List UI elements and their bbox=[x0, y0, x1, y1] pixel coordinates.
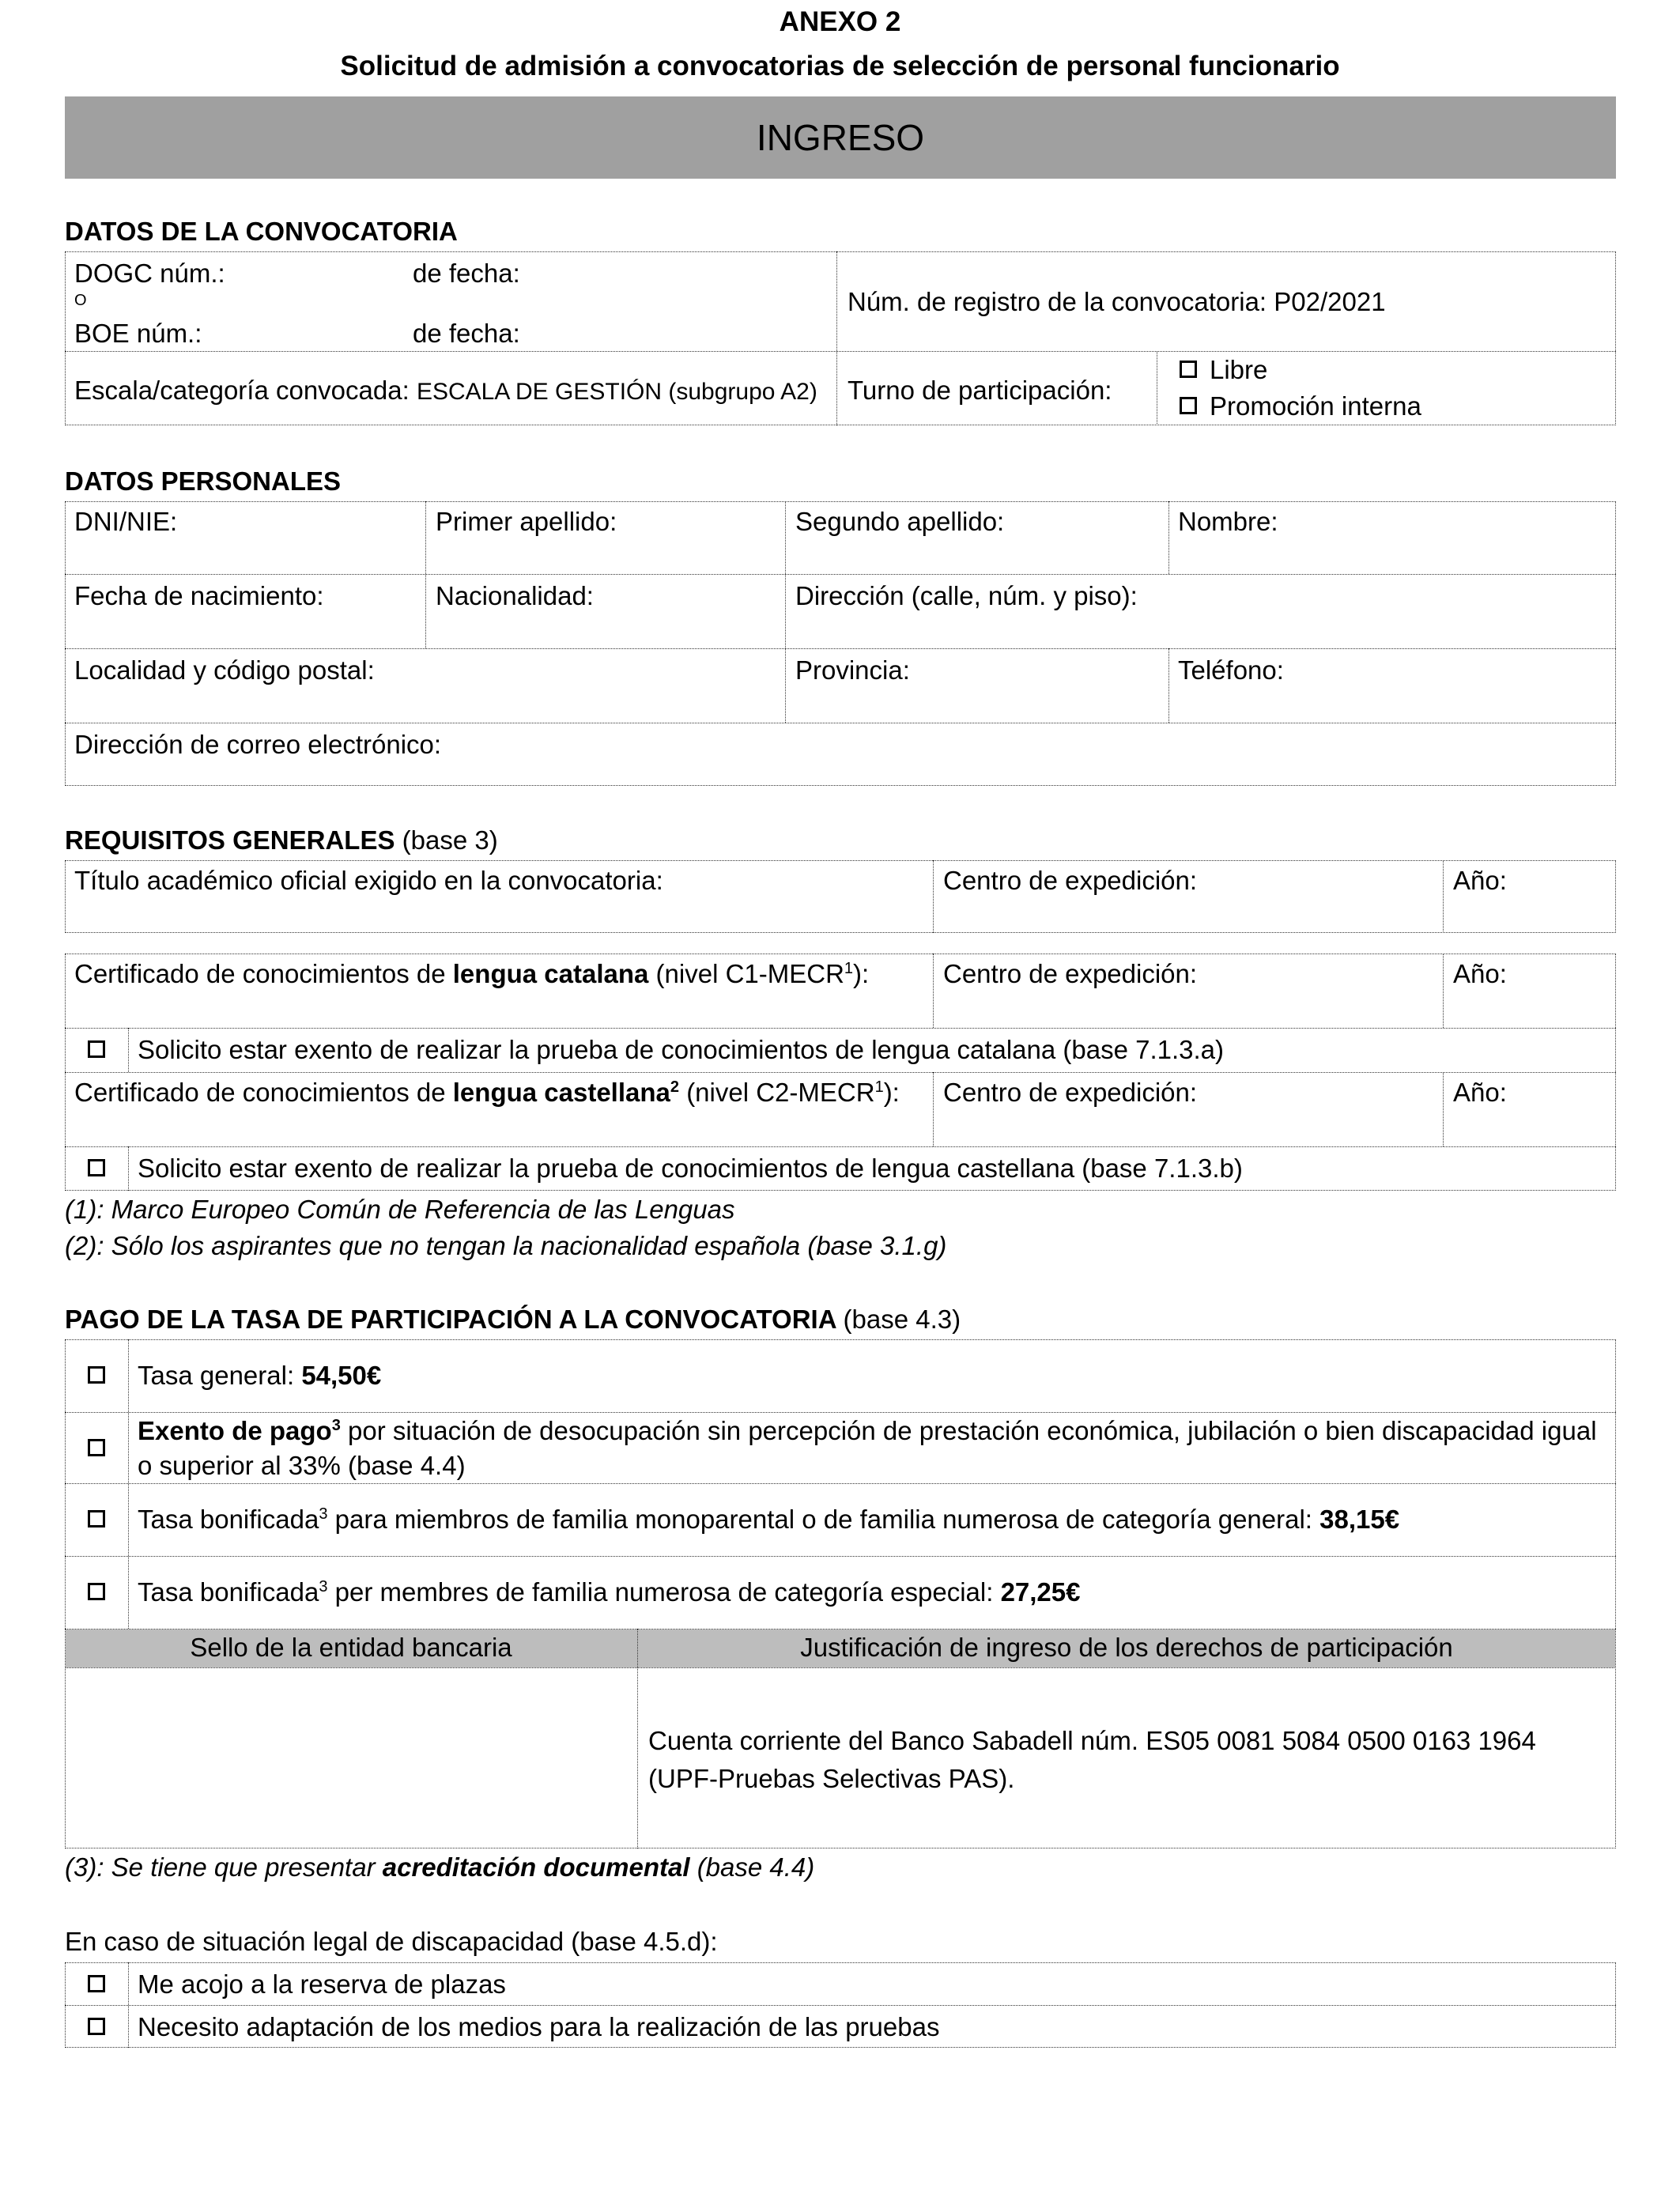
footnote-3 bbox=[65, 1852, 814, 1883]
sello-area bbox=[66, 1670, 636, 1847]
dogc-label: DOGC núm.: bbox=[74, 259, 225, 288]
exento-catalan-checkbox[interactable] bbox=[88, 1040, 105, 1058]
cert-catalan-bold: lengua catalana bbox=[452, 959, 649, 988]
requisitos-base: (base 3) bbox=[402, 825, 498, 855]
exento-pago-sup: 3 bbox=[331, 1417, 341, 1434]
escala-value: ESCALA DE GESTIÓN (subgrupo A2) bbox=[416, 379, 817, 405]
nacionalidad-field[interactable]: Nacionalidad: bbox=[436, 581, 594, 610]
titulo-anio-field[interactable]: Año: bbox=[1453, 866, 1507, 895]
cert-catalan-end: ): bbox=[853, 959, 870, 988]
dogc-fecha-label: de fecha: bbox=[413, 259, 520, 288]
titulo-centro-field[interactable]: Centro de expedición: bbox=[943, 866, 1198, 895]
dni-field[interactable]: DNI/NIE: bbox=[74, 507, 178, 536]
bonif1-text: para miembros de familia monoparental o de familia numerosa de categoría general: bbox=[334, 1505, 1312, 1534]
cert-catalan-post: (nivel C1-MECR bbox=[655, 959, 844, 988]
titulo-field[interactable]: Título académico oficial exigido en la convocatoria: bbox=[74, 866, 663, 895]
registro-label: Núm. de registro de la convocatoria: P02/2021 bbox=[848, 287, 1386, 316]
sello-header: Sello de la entidad bancaria bbox=[190, 1633, 512, 1662]
cuenta-line-1: Cuenta corriente del Banco Sabadell núm. ES05 0081 5084 0500 0163 1964 bbox=[648, 1726, 1536, 1755]
cert-castellano-sup1: 1 bbox=[874, 1078, 884, 1096]
cert-catalan-field[interactable] bbox=[74, 958, 869, 990]
localidad-field[interactable]: Localidad y código postal: bbox=[74, 655, 375, 685]
provincia-field[interactable]: Provincia: bbox=[795, 655, 910, 685]
tasa-general-value: 54,50€ bbox=[301, 1361, 382, 1390]
bonif2-pre: Tasa bonificada bbox=[138, 1577, 319, 1607]
bonif2-text: per membres de familia numerosa de categoría especial: bbox=[334, 1577, 994, 1607]
exento-pago-text: por situación de desocupación sin percepción de prestación económica, jubilación o bien discapacidad igual o superior al 33% (base 4.4) bbox=[138, 1416, 1597, 1480]
bonif2-value: 27,25€ bbox=[1000, 1577, 1081, 1607]
catalan-anio-field[interactable]: Año: bbox=[1453, 959, 1507, 988]
bonif1-sup: 3 bbox=[319, 1505, 328, 1523]
cert-castellano-pre: Certificado de conocimientos de bbox=[74, 1078, 446, 1107]
discapacidad-intro: En caso de situación legal de discapacidad (base 4.5.d): bbox=[65, 1927, 718, 1956]
nombre-field[interactable]: Nombre: bbox=[1178, 507, 1278, 536]
cert-castellano-post: (nivel C2-MECR bbox=[686, 1078, 875, 1107]
catalan-centro-field[interactable]: Centro de expedición: bbox=[943, 959, 1198, 988]
castellano-centro-field[interactable]: Centro de expedición: bbox=[943, 1078, 1198, 1107]
footnote-2: (2): Sólo los aspirantes que no tengan la nacionalidad española (base 3.1.g) bbox=[65, 1231, 947, 1260]
cert-catalan-sup: 1 bbox=[844, 960, 854, 977]
bonif1-value: 38,15€ bbox=[1319, 1505, 1400, 1534]
exento-catalan-label: Solicito estar exento de realizar la prueba de conocimientos de lengua catalana (base 7.1.3.a) bbox=[138, 1035, 1225, 1064]
cuenta-line-2: (UPF-Pruebas Selectivas PAS). bbox=[648, 1764, 1015, 1793]
ingreso-banner bbox=[65, 96, 1616, 179]
turno-label: Turno de participación: bbox=[848, 376, 1112, 405]
cert-castellano-sup2: 2 bbox=[670, 1078, 680, 1096]
adaptacion-medios-label: Necesito adaptación de los medios para la realización de las pruebas bbox=[138, 2012, 940, 2041]
promocion-interna-label: Promoción interna bbox=[1210, 391, 1421, 421]
banner-text: INGRESO bbox=[756, 117, 925, 158]
footnote-1: (1): Marco Europeo Común de Referencia de las Lenguas bbox=[65, 1195, 735, 1224]
bonif2-sup: 3 bbox=[319, 1578, 328, 1595]
boe-fecha-label: de fecha: bbox=[413, 319, 520, 348]
cert-castellano-field[interactable] bbox=[74, 1077, 900, 1108]
tasa-bonificada-general-field bbox=[138, 1504, 1399, 1535]
cert-castellano-bold: lengua castellana bbox=[452, 1078, 670, 1107]
justificacion-header: Justificación de ingreso de los derechos de participación bbox=[800, 1633, 1453, 1662]
libre-checkbox[interactable] bbox=[1180, 361, 1197, 378]
escala-label: Escala/categoría convocada: bbox=[74, 376, 410, 405]
exento-pago-bold: Exento de pago bbox=[138, 1416, 332, 1445]
or-label: O bbox=[74, 292, 87, 309]
note3-bold: acreditación documental bbox=[382, 1852, 690, 1882]
primer-apellido-field[interactable]: Primer apellido: bbox=[436, 507, 617, 536]
tasa-bonificada-especial-field bbox=[138, 1577, 1081, 1608]
pago-base: (base 4.3) bbox=[843, 1305, 961, 1334]
bonif1-pre: Tasa bonificada bbox=[138, 1505, 319, 1534]
promocion-interna-checkbox[interactable] bbox=[1180, 397, 1197, 414]
note3-pre: (3): Se tiene que presentar bbox=[65, 1852, 376, 1882]
telefono-field[interactable]: Teléfono: bbox=[1178, 655, 1284, 685]
escala-field bbox=[74, 375, 817, 408]
adaptacion-medios-checkbox[interactable] bbox=[88, 2018, 105, 2035]
form-subtitle: Solicitud de admisión a convocatorias de selección de personal funcionario bbox=[340, 51, 1340, 81]
tasa-bonificada-especial-checkbox[interactable] bbox=[88, 1583, 105, 1600]
annex-title: ANEXO 2 bbox=[779, 6, 901, 37]
pago-title: PAGO DE LA TASA DE PARTICIPACIÓN A LA CONVOCATORIA bbox=[65, 1305, 836, 1334]
tasa-bonificada-general-checkbox[interactable] bbox=[88, 1510, 105, 1527]
section-requisitos bbox=[65, 825, 498, 855]
email-field[interactable]: Dirección de correo electrónico: bbox=[74, 730, 442, 759]
requisitos-title: REQUISITOS GENERALES bbox=[65, 825, 395, 855]
libre-label: Libre bbox=[1210, 355, 1268, 384]
note3-post: (base 4.4) bbox=[697, 1852, 815, 1882]
castellano-anio-field[interactable]: Año: bbox=[1453, 1078, 1507, 1107]
exento-castellano-label: Solicito estar exento de realizar la prueba de conocimientos de lengua castellana (base 7.1.3.b) bbox=[138, 1154, 1243, 1183]
section-personales: DATOS PERSONALES bbox=[65, 466, 341, 496]
segundo-apellido-field[interactable]: Segundo apellido: bbox=[795, 507, 1005, 536]
boe-label: BOE núm.: bbox=[74, 319, 202, 348]
tasa-general-checkbox[interactable] bbox=[88, 1366, 105, 1384]
cert-catalan-pre: Certificado de conocimientos de bbox=[74, 959, 446, 988]
reserva-plazas-checkbox[interactable] bbox=[88, 1975, 105, 1992]
section-pago bbox=[65, 1305, 961, 1335]
tasa-general-label: Tasa general: bbox=[138, 1361, 295, 1390]
tasa-general-field bbox=[138, 1360, 381, 1392]
exento-pago-field bbox=[138, 1414, 1608, 1483]
nacimiento-field[interactable]: Fecha de nacimiento: bbox=[74, 581, 324, 610]
section-convocatoria: DATOS DE LA CONVOCATORIA bbox=[65, 217, 458, 246]
cert-castellano-end: ): bbox=[883, 1078, 900, 1107]
reserva-plazas-label: Me acojo a la reserva de plazas bbox=[138, 1969, 506, 1999]
direccion-field[interactable]: Dirección (calle, núm. y piso): bbox=[795, 581, 1138, 610]
exento-castellano-checkbox[interactable] bbox=[88, 1159, 105, 1176]
exento-pago-checkbox[interactable] bbox=[88, 1439, 105, 1456]
